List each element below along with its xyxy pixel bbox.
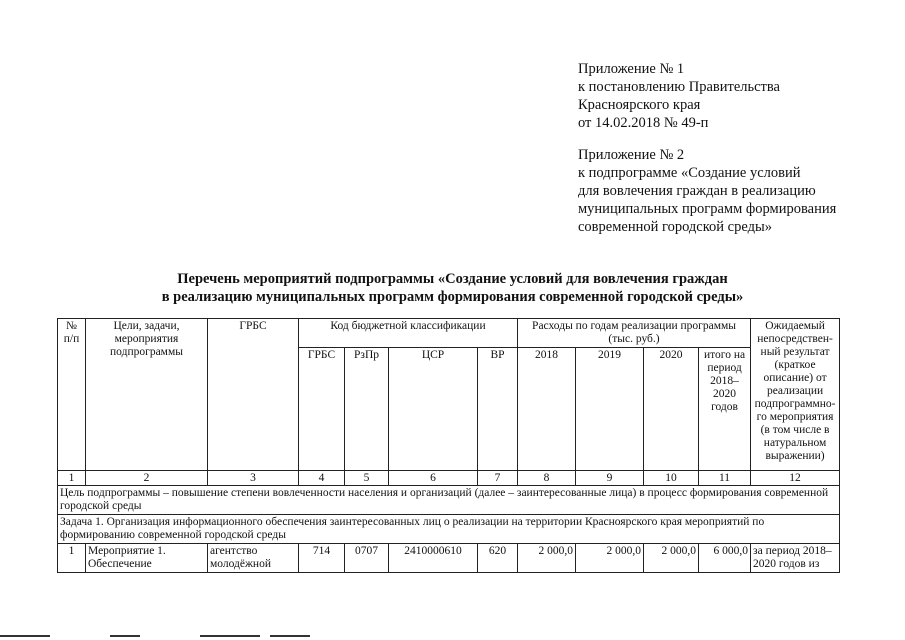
appendix-2-line: Приложение № 2 [578,147,685,163]
row-total: 6 000,0 [699,544,751,573]
appendix-1-line: к постановлению Правительства [578,79,780,95]
column-number-row [58,471,840,486]
column-number: 12 [751,471,840,486]
document-title-line-2: в реализацию муниципальных программ формирования современной городской среды» [161,289,744,305]
appendix-1-line: Красноярского края [578,97,701,113]
appendix-2-line: к подпрограмме «Создание условий [578,165,801,181]
header-rzpr: РзПр [345,348,389,471]
scan-mark [0,635,50,637]
task-row [58,515,840,544]
document-title-line-1: Перечень мероприятий подпрограммы «Создание условий для вовлечения граждан [177,271,728,287]
header-total: итого на период 2018–2020 годов [699,348,751,471]
header-num: № п/п [58,319,86,471]
header-2018: 2018 [518,348,576,471]
column-number: 11 [699,471,751,486]
row-num: 1 [58,544,86,573]
column-number: 8 [518,471,576,486]
header-2019: 2019 [576,348,644,471]
document-title [0,270,905,306]
scan-mark [110,635,140,637]
goal-row [58,486,840,515]
column-number: 5 [345,471,389,486]
table-row [58,544,840,573]
scan-mark [200,635,260,637]
header-vr: ВР [478,348,518,471]
header-expected-result: Ожидаемый непосредствен-ный результат (краткое описание) от реализации подпрограммно-го мероприятия (в том числе в натуральном выражении) [751,319,840,471]
row-csr: 2410000610 [389,544,478,573]
row-grbs-name: агентство молодёжной [208,544,299,573]
row-2019: 2 000,0 [576,544,644,573]
appendix-2-header [578,146,836,236]
header-grbs: ГРБС [299,348,345,471]
header-2020: 2020 [644,348,699,471]
header-csr: ЦСР [389,348,478,471]
column-number: 6 [389,471,478,486]
header-budget-code: Код бюджетной классификации [299,319,518,348]
header-expenses: Расходы по годам реализации программы (тыс. руб.) [518,319,751,348]
row-result: за период 2018–2020 годов из [751,544,840,573]
header-grbs-name: ГРБС [208,319,299,471]
appendix-2-line: для вовлечения граждан в реализацию [578,183,816,199]
appendix-2-line: муниципальных программ формирования [578,201,837,217]
column-number: 3 [208,471,299,486]
appendix-1-line: от 14.02.2018 № 49-п [578,115,709,131]
header-row-1 [58,319,840,348]
appendix-1-header [578,60,780,132]
goal-text: Цель подпрограммы – повышение степени вовлеченности населения и организаций (далее – заинтересованные лица) в процесс формирования современной городской среды [58,486,840,515]
column-number: 1 [58,471,86,486]
column-number: 4 [299,471,345,486]
appendix-2-line: современной городской среды» [578,219,772,235]
task-text: Задача 1. Организация информационного обеспечения заинтересованных лиц о реализации на территории Красноярского края мероприятий по формированию современной городской среды [58,515,840,544]
row-grbs: 714 [299,544,345,573]
header-goals: Цели, задачи, мероприятия подпрограммы [86,319,208,471]
row-activity-name: Мероприятие 1. Обеспечение [86,544,208,573]
row-2018: 2 000,0 [518,544,576,573]
column-number: 10 [644,471,699,486]
scan-mark [270,635,310,637]
row-2020: 2 000,0 [644,544,699,573]
row-rzpr: 0707 [345,544,389,573]
appendix-1-line: Приложение № 1 [578,61,685,77]
row-vr: 620 [478,544,518,573]
column-number: 7 [478,471,518,486]
column-number: 9 [576,471,644,486]
scan-edge-marks [0,632,905,640]
activities-table [57,318,840,573]
column-number: 2 [86,471,208,486]
